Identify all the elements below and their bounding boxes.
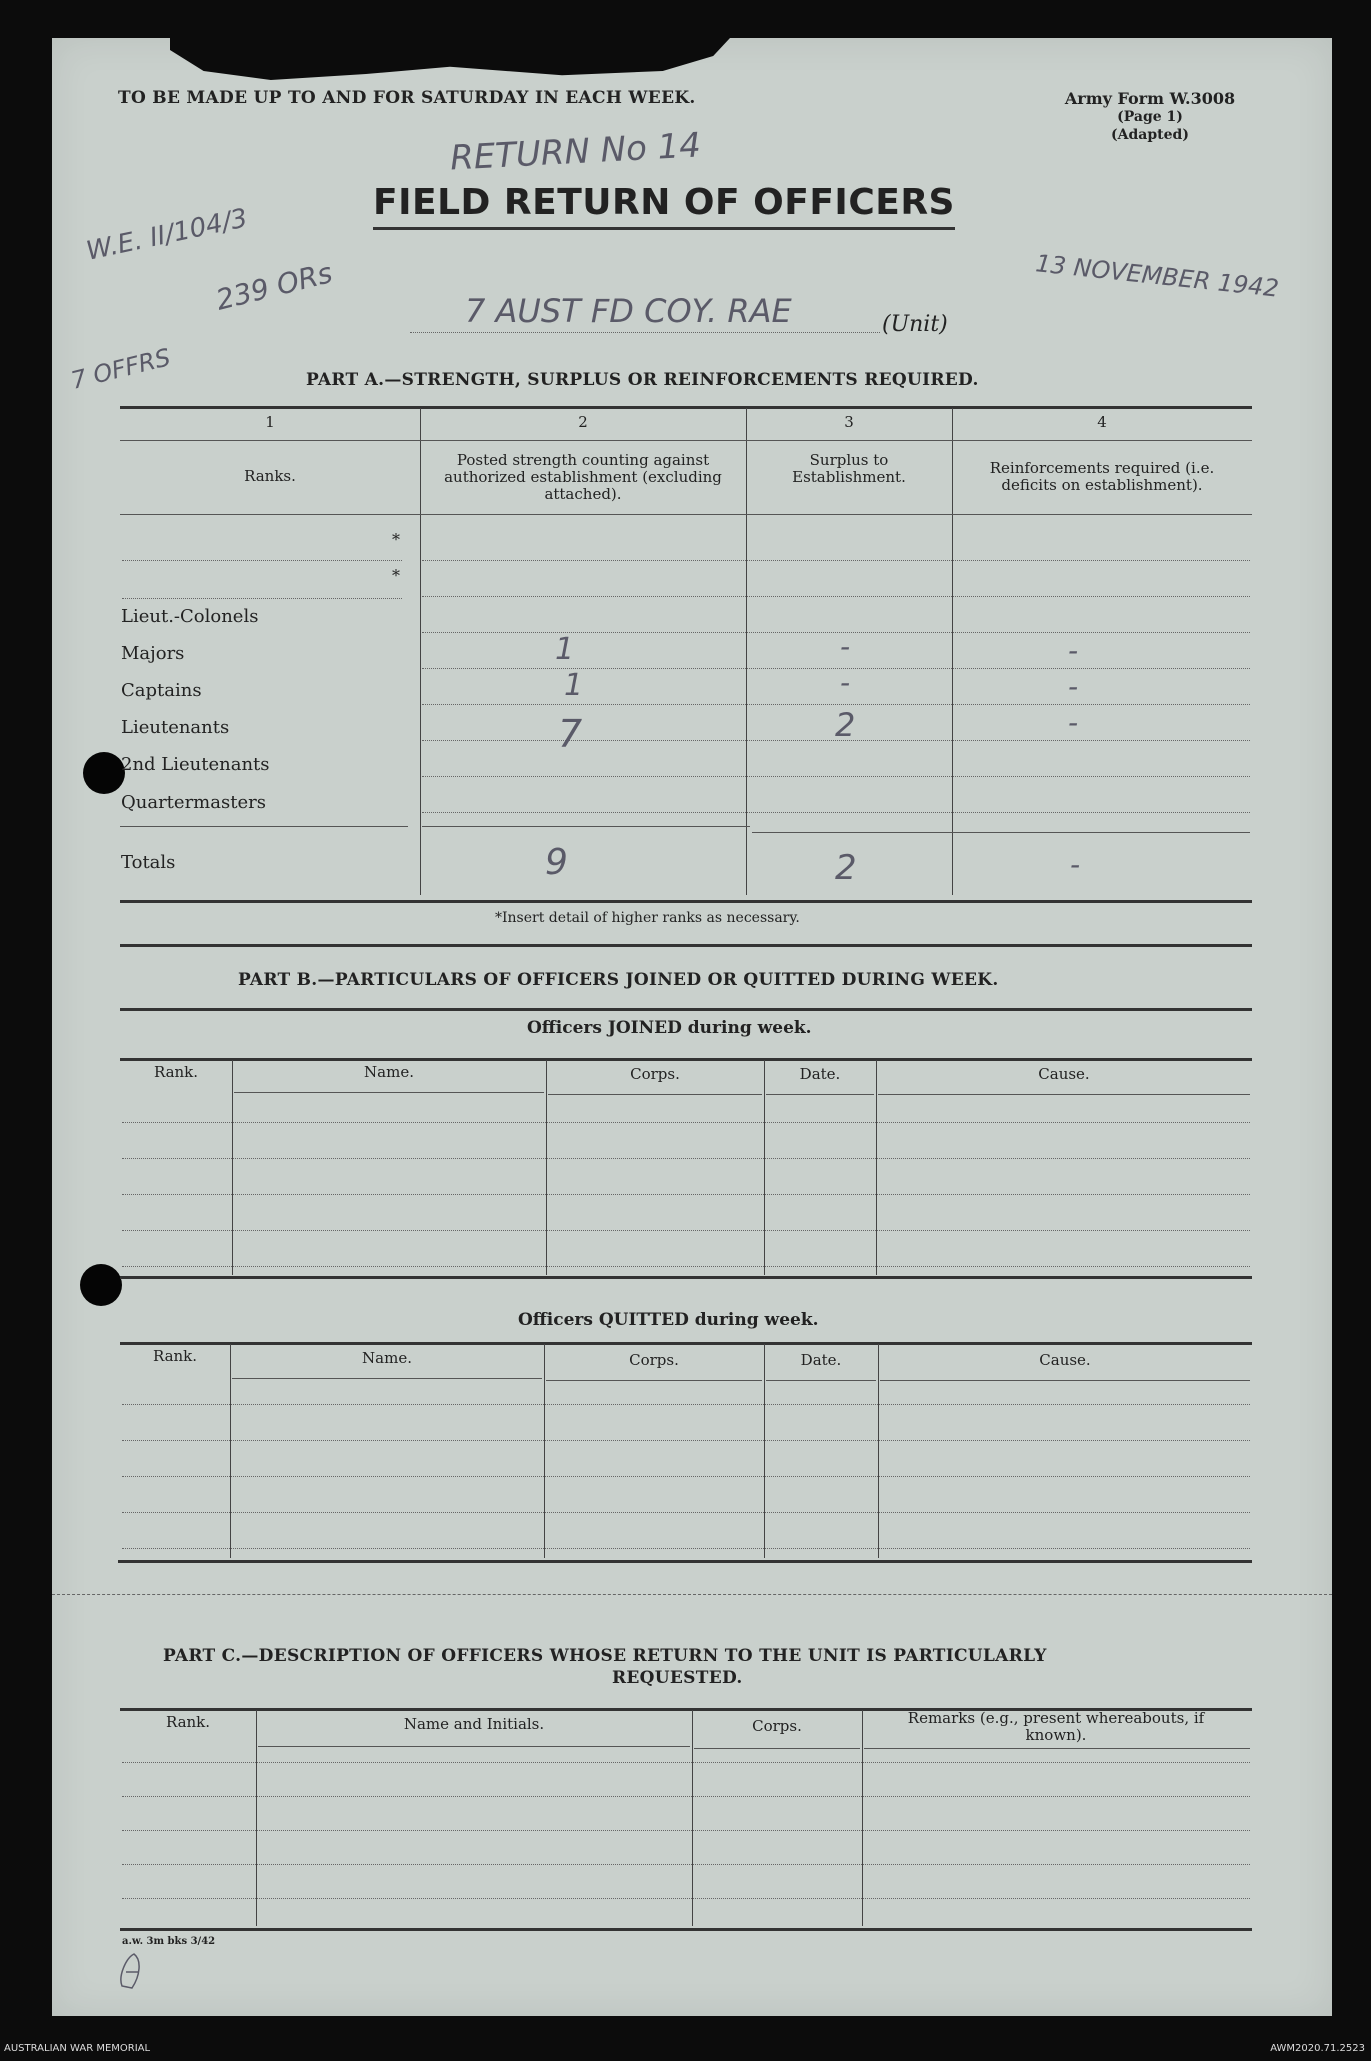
joined-col-corps: Corps. bbox=[630, 1065, 680, 1083]
col-divider bbox=[746, 408, 747, 895]
quitted-col-rank: Rank. bbox=[152, 1347, 198, 1365]
col-divider bbox=[230, 1344, 231, 1558]
part-b-heading: PART B.—PARTICULARS OF OFFICERS JOINED OR QUITTED DURING WEEK. bbox=[238, 970, 999, 990]
col-divider bbox=[764, 1060, 765, 1275]
footer-bar bbox=[0, 2038, 1371, 2061]
rank-label: Captains bbox=[121, 680, 202, 701]
part-c-heading: PART C.—DESCRIPTION OF OFFICERS WHOSE RETURN TO THE UNIT IS PARTICULARLY bbox=[163, 1646, 1047, 1666]
part-c-heading-line2: REQUESTED. bbox=[612, 1668, 743, 1688]
row-rule bbox=[122, 560, 402, 561]
rank-lieut-colonels bbox=[121, 606, 258, 627]
header-ranks: Ranks. bbox=[244, 467, 296, 485]
row-rule bbox=[122, 1476, 1250, 1477]
row-rule bbox=[122, 1194, 1250, 1195]
quitted-col-name: Name. bbox=[362, 1349, 412, 1367]
unit-underline bbox=[410, 332, 880, 333]
rank-label: Quartermasters bbox=[121, 792, 266, 813]
row-rule bbox=[122, 1864, 1250, 1865]
form-page: (Page 1) bbox=[1117, 109, 1183, 125]
row-rule bbox=[122, 1512, 1250, 1513]
joined-col-date: Date. bbox=[799, 1065, 841, 1083]
row-rule bbox=[422, 560, 1250, 561]
joined-col-name: Name. bbox=[364, 1063, 414, 1081]
rule bbox=[878, 1094, 1250, 1095]
row-rule bbox=[422, 776, 1250, 777]
handwritten-return-number: RETURN No 14 bbox=[449, 125, 702, 179]
row-rule bbox=[122, 1158, 1250, 1159]
instruction-line: TO BE MADE UP TO AND FOR SATURDAY IN EACH WEEK. bbox=[118, 88, 696, 108]
rule bbox=[766, 1380, 876, 1381]
footer-right: AWM2020.71.2523 bbox=[1270, 2043, 1365, 2054]
row-rule bbox=[422, 668, 1250, 669]
row-rule bbox=[122, 1404, 1250, 1405]
row-rule bbox=[752, 832, 1250, 833]
unit-value: 7 AUST FD COY. RAE bbox=[465, 292, 792, 330]
total-reinf: - bbox=[1070, 848, 1081, 881]
unit-label: (Unit) bbox=[882, 312, 948, 337]
rule bbox=[234, 1092, 544, 1093]
rank-label: Lieutenants bbox=[121, 717, 230, 738]
quitted-heading: Officers QUITTED during week. bbox=[518, 1310, 819, 1330]
rank-label: 2nd Lieutenants bbox=[121, 754, 270, 775]
row-rule bbox=[122, 1762, 1250, 1763]
row-rule bbox=[122, 1796, 1250, 1797]
col-divider bbox=[862, 1710, 863, 1926]
rule bbox=[548, 1094, 762, 1095]
punch-hole-top bbox=[83, 752, 125, 794]
rank-2nd-lieutenants bbox=[121, 754, 270, 775]
col-divider bbox=[420, 408, 421, 895]
col-divider bbox=[692, 1710, 693, 1926]
row-rule bbox=[120, 826, 408, 827]
row-rule bbox=[122, 1830, 1250, 1831]
part-a-heading: PART A.—STRENGTH, SURPLUS OR REINFORCEMENTS REQUIRED. bbox=[306, 370, 979, 390]
reinf-majors: - bbox=[1068, 634, 1079, 667]
part-b-top-rule bbox=[120, 944, 1252, 947]
surplus-lieutenants: 2 bbox=[835, 706, 856, 744]
part-c-col-remarks: Remarks (e.g., present whereabouts, if known). bbox=[907, 1709, 1205, 1744]
print-code: a.w. 3m bks 3/42 bbox=[122, 1936, 216, 1947]
quitted-col-cause: Cause. bbox=[1039, 1351, 1091, 1369]
col-number-2: 2 bbox=[578, 413, 588, 431]
row-rule bbox=[422, 596, 1250, 597]
col-number-1: 1 bbox=[265, 413, 275, 431]
rank-lieutenants bbox=[121, 717, 229, 738]
part-c-col-name: Name and Initials. bbox=[403, 1715, 545, 1733]
form-identifier bbox=[1030, 90, 1270, 144]
rule bbox=[118, 1560, 1252, 1563]
perforation-line bbox=[52, 1594, 1332, 1595]
row-rule bbox=[122, 1440, 1250, 1441]
col-divider bbox=[256, 1710, 257, 1926]
quitted-col-corps: Corps. bbox=[629, 1351, 679, 1369]
reinf-lieutenants: - bbox=[1068, 706, 1079, 739]
part-a-top-rule bbox=[120, 406, 1252, 409]
col-number-3: 3 bbox=[844, 413, 854, 431]
row-rule bbox=[422, 826, 750, 827]
row-rule bbox=[422, 704, 1250, 705]
row-rule bbox=[422, 812, 1250, 813]
surplus-captains: - bbox=[840, 666, 851, 699]
posted-captains: 1 bbox=[564, 668, 584, 703]
row-rule bbox=[122, 1266, 1250, 1267]
rule bbox=[258, 1746, 690, 1747]
row-rule bbox=[422, 632, 1250, 633]
rule bbox=[120, 1342, 1252, 1345]
col-divider bbox=[952, 408, 953, 895]
rule bbox=[120, 1008, 1252, 1011]
page-title: FIELD RETURN OF OFFICERS bbox=[373, 182, 955, 230]
surplus-majors: - bbox=[840, 630, 851, 663]
header-reinforcements: Reinforcements required (i.e. deficits on establishment). bbox=[989, 459, 1215, 494]
rule bbox=[766, 1094, 874, 1095]
col-divider bbox=[876, 1060, 877, 1275]
part-c-col-rank: Rank. bbox=[165, 1713, 211, 1731]
part-c-col-corps: Corps. bbox=[752, 1717, 802, 1735]
rule bbox=[864, 1748, 1250, 1749]
totals-label: Totals bbox=[121, 852, 176, 873]
col-divider bbox=[544, 1344, 545, 1558]
posted-lieutenants: 7 bbox=[558, 712, 583, 756]
total-posted: 9 bbox=[545, 842, 568, 883]
rank-totals bbox=[121, 852, 175, 873]
header-surplus: Surplus to Establishment. bbox=[792, 451, 906, 486]
rank-quartermasters bbox=[121, 792, 266, 813]
row-rule bbox=[122, 1898, 1250, 1899]
footer-left: AUSTRALIAN WAR MEMORIAL bbox=[4, 2043, 151, 2054]
row-rule bbox=[120, 514, 1252, 515]
row-rule bbox=[122, 1122, 1250, 1123]
quitted-col-date: Date. bbox=[800, 1351, 842, 1369]
rule bbox=[880, 1380, 1250, 1381]
stamp-mark bbox=[112, 1946, 152, 1996]
row-rule bbox=[120, 440, 1252, 441]
row-star-2: * bbox=[392, 566, 400, 585]
col-divider bbox=[546, 1060, 547, 1275]
header-posted-strength: Posted strength counting against authorized establishment (excluding attached). bbox=[444, 451, 722, 503]
row-rule bbox=[122, 1230, 1250, 1231]
rule bbox=[694, 1748, 860, 1749]
col-divider bbox=[878, 1344, 879, 1558]
row-rule bbox=[122, 598, 402, 599]
col-number-4: 4 bbox=[1097, 413, 1107, 431]
col-divider bbox=[764, 1344, 765, 1558]
posted-majors: 1 bbox=[555, 632, 575, 667]
handwritten-margin-note-2: 239 ORs bbox=[212, 256, 336, 317]
rank-label: Majors bbox=[121, 643, 185, 664]
rank-majors bbox=[121, 643, 184, 664]
col-divider bbox=[232, 1060, 233, 1275]
punch-hole-bottom bbox=[80, 1264, 122, 1306]
form-adapted: (Adapted) bbox=[1111, 127, 1189, 143]
reinf-captains: - bbox=[1068, 670, 1079, 703]
form-name: Army Form W.3008 bbox=[1064, 89, 1236, 108]
rule bbox=[232, 1378, 542, 1379]
handwritten-margin-note-1: W.E. II/104/3 bbox=[83, 203, 251, 267]
rule bbox=[546, 1380, 762, 1381]
rule bbox=[120, 1058, 1252, 1061]
joined-col-cause: Cause. bbox=[1038, 1065, 1090, 1083]
part-a-bottom-rule bbox=[120, 900, 1252, 903]
joined-col-rank: Rank. bbox=[153, 1063, 199, 1081]
row-star-1: * bbox=[392, 530, 400, 549]
row-rule bbox=[122, 1548, 1250, 1549]
rank-label: Lieut.-Colonels bbox=[121, 606, 259, 627]
handwritten-margin-note-3: 7 OFFRS bbox=[68, 343, 174, 395]
joined-heading: Officers JOINED during week. bbox=[527, 1018, 812, 1038]
rank-captains bbox=[121, 680, 202, 701]
part-a-note: *Insert detail of higher ranks as necessary. bbox=[495, 910, 800, 926]
rule bbox=[120, 1276, 1252, 1279]
rule bbox=[120, 1928, 1252, 1931]
handwritten-date: 13 NOVEMBER 1942 bbox=[1034, 249, 1281, 303]
total-surplus: 2 bbox=[835, 848, 857, 888]
